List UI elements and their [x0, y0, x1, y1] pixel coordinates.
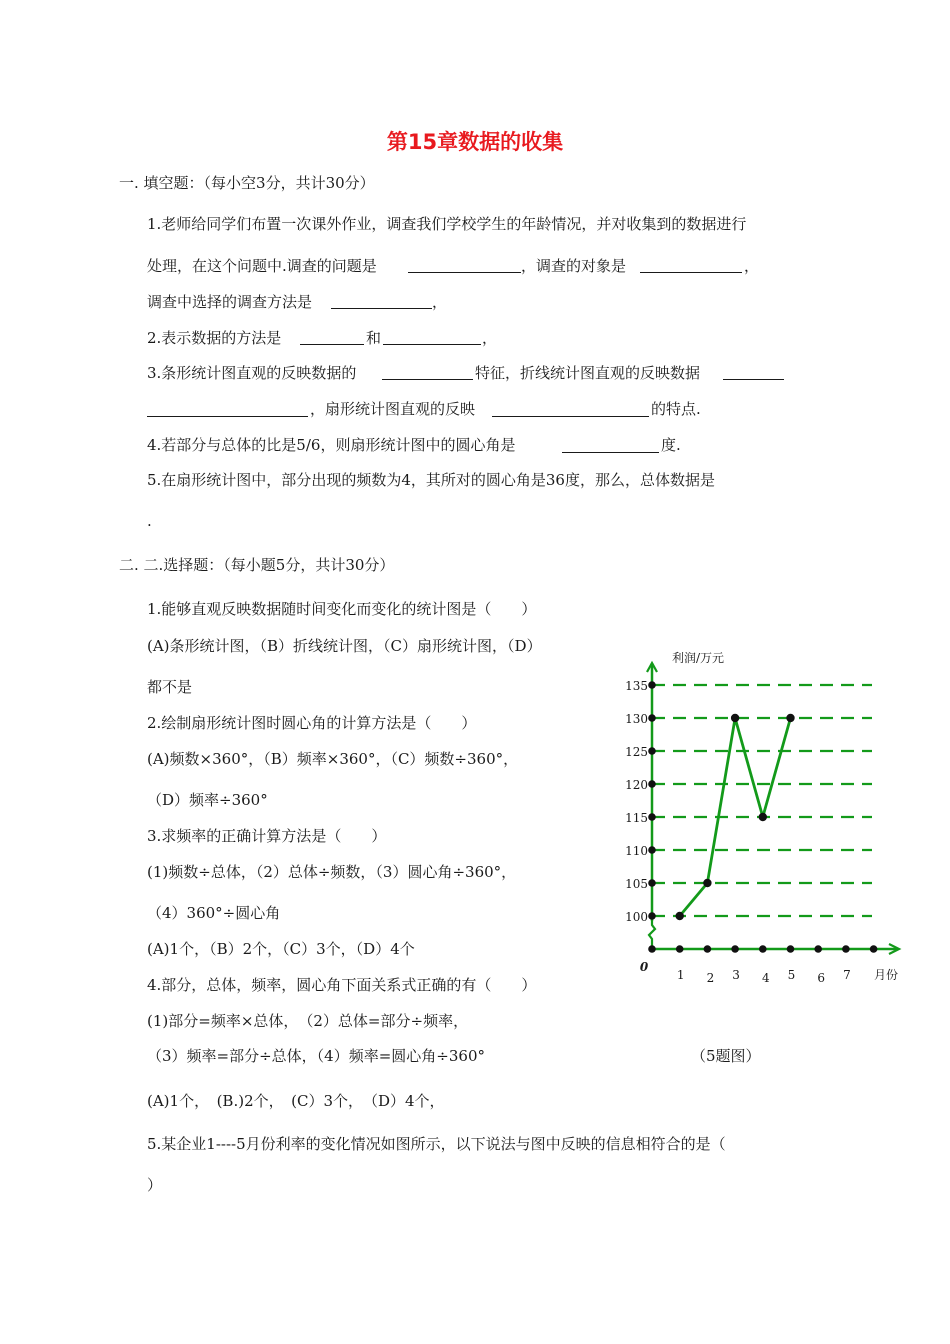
- choice-q3-stem: 3.求频率的正确计算方法是（ ）: [147, 827, 387, 845]
- fill-q2-b: 和: [366, 329, 382, 347]
- fill-q1-line2a: 处理，在这个问题中.调查的问题是: [147, 257, 377, 275]
- figure-caption: （5题图）: [691, 1047, 761, 1065]
- data-point: [676, 912, 684, 920]
- fill-q4-blank[interactable]: [562, 452, 659, 453]
- fill-q1-line3b: ，: [432, 293, 448, 311]
- choice-q5-line2: ）: [147, 1176, 163, 1194]
- x-axis-title: 月份: [874, 968, 899, 982]
- fill-q3-blank2[interactable]: [723, 379, 784, 380]
- choice-q4-options-line2: （3）频率=部分÷总体，（4）频率=圆心角÷360°: [147, 1047, 485, 1065]
- y-axis-dot: [648, 912, 656, 920]
- x-tick-label: 1: [676, 968, 685, 982]
- y-axis-dot: [648, 846, 656, 854]
- x-tick-label: 6: [817, 971, 826, 985]
- profit-line-chart: [600, 640, 910, 985]
- data-point: [703, 879, 711, 887]
- x-tick-label: 3: [732, 968, 740, 982]
- x-axis-dot: [842, 945, 850, 953]
- choice-q4-choices: (A)1个， (B.)2个， (C）3个， （D）4个，: [147, 1092, 445, 1110]
- fill-q5-line2: .: [147, 512, 152, 530]
- y-axis-dot: [648, 747, 656, 755]
- fill-q3-line2a: ，扇形统计图直观的反映: [310, 400, 476, 418]
- choice-q5-line1: 5.某企业1----5月份利率的变化情况如图所示，以下说法与图中反映的信息相符合的是（: [147, 1135, 726, 1153]
- choice-q3-options-line2: （4）360°÷圆心角: [147, 904, 281, 922]
- choice-q3-options-line1: (1)频数÷总体，（2）总体÷频数，（3）圆心角÷360°，: [147, 863, 517, 881]
- fill-q5-line1: 5.在扇形统计图中，部分出现的频数为4，其所对的圆心角是36度，那么，总体数据是: [147, 471, 715, 489]
- data-point: [759, 813, 767, 821]
- x-axis-dot: [814, 945, 822, 953]
- x-tick-label: 4: [761, 971, 770, 985]
- fill-q2-blank1[interactable]: [300, 344, 364, 345]
- y-tick-label: 120: [625, 778, 648, 792]
- fill-q1-line1: 1.老师给同学们布置一次课外作业，调查我们学校学生的年龄情况，并对收集到的数据进行: [147, 215, 747, 233]
- origin-dot: [648, 945, 656, 953]
- choice-q1-options-line2: 都不是: [147, 678, 193, 696]
- choice-q1-stem: 1.能够直观反映数据随时间变化而变化的统计图是（ ）: [147, 600, 537, 618]
- x-axis-dot: [704, 945, 712, 953]
- y-axis-dot: [648, 780, 656, 788]
- fill-q3-line1a: 3.条形统计图直观的反映数据的: [147, 364, 357, 382]
- choice-q4-options-line1: (1)部分=频率×总体， （2）总体=部分÷频率，: [147, 1012, 469, 1030]
- y-tick-label: 100: [625, 910, 648, 924]
- data-point: [731, 714, 739, 722]
- choice-q3-choices: (A)1个，（B）2个，（C）3个，（D）4个: [147, 940, 415, 958]
- x-axis-dot: [731, 945, 739, 953]
- y-tick-label: 110: [625, 844, 648, 858]
- y-axis-dot: [648, 681, 656, 689]
- fill-q2-a: 2.表示数据的方法是: [147, 329, 282, 347]
- fill-q3-line1b: 特征，折线统计图直观的反映数据: [475, 364, 701, 382]
- y-axis-dot: [648, 714, 656, 722]
- fill-q1-blank-object[interactable]: [640, 272, 742, 273]
- fill-q3-blank3[interactable]: [492, 416, 649, 417]
- fill-q4-b: 度.: [661, 436, 681, 454]
- y-tick-label: 125: [625, 745, 648, 759]
- y-tick-label: 115: [625, 811, 648, 825]
- choice-q2-options-line1: (A)频数×360°，（B）频率×360°，（C）频数÷360°，: [147, 750, 519, 768]
- y-tick-label: 130: [625, 712, 648, 726]
- data-point: [786, 714, 794, 722]
- fill-q4-a: 4.若部分与总体的比是5/6，则扇形统计图中的圆心角是: [147, 436, 516, 454]
- page-title: 第15章数据的收集: [386, 130, 564, 154]
- x-tick-label: 7: [843, 968, 851, 982]
- choice-q2-stem: 2.绘制扇形统计图时圆心角的计算方法是（ ）: [147, 714, 477, 732]
- fill-q3-line2b: 的特点.: [651, 400, 701, 418]
- fill-q3-blank1[interactable]: [382, 379, 473, 380]
- fill-q1-blank-method[interactable]: [331, 308, 432, 309]
- y-axis-title: 利润/万元: [672, 651, 725, 665]
- section2-heading: 二. 二.选择题：（每小题5分，共计30分）: [119, 556, 395, 574]
- fill-q1-line2b: ，调查的对象是: [521, 257, 627, 275]
- y-tick-label: 135: [625, 679, 648, 693]
- section1-heading: 一. 填空题：（每小空3分，共计30分）: [119, 174, 375, 192]
- x-tick-label: 5: [787, 968, 796, 982]
- y-axis-dot: [648, 879, 656, 887]
- choice-q2-options-line2: （D）频率÷360°: [147, 791, 268, 809]
- y-axis-dot: [648, 813, 656, 821]
- x-axis-dot: [870, 945, 878, 953]
- y-tick-label: 105: [625, 877, 648, 891]
- choice-q4-stem: 4.部分，总体，频率，圆心角下面关系式正确的有（ ）: [147, 976, 537, 994]
- fill-q1-blank-problem[interactable]: [408, 272, 521, 273]
- x-axis-dot: [676, 945, 684, 953]
- fill-q1-line3a: 调查中选择的调查方法是: [147, 293, 313, 311]
- fill-q1-line2c: ，: [744, 257, 760, 275]
- fill-q2-c: ，: [482, 329, 498, 347]
- origin-label: 0: [639, 960, 649, 974]
- x-axis-dot: [759, 945, 767, 953]
- x-axis-dot: [787, 945, 795, 953]
- y-axis-break: [649, 921, 655, 949]
- fill-q3-blank2-cont[interactable]: [147, 416, 308, 417]
- fill-q2-blank2[interactable]: [383, 344, 481, 345]
- x-tick-label: 2: [706, 971, 715, 985]
- choice-q1-options-line1: (A)条形统计图，（B）折线统计图，（C）扇形统计图，（D）: [147, 637, 542, 655]
